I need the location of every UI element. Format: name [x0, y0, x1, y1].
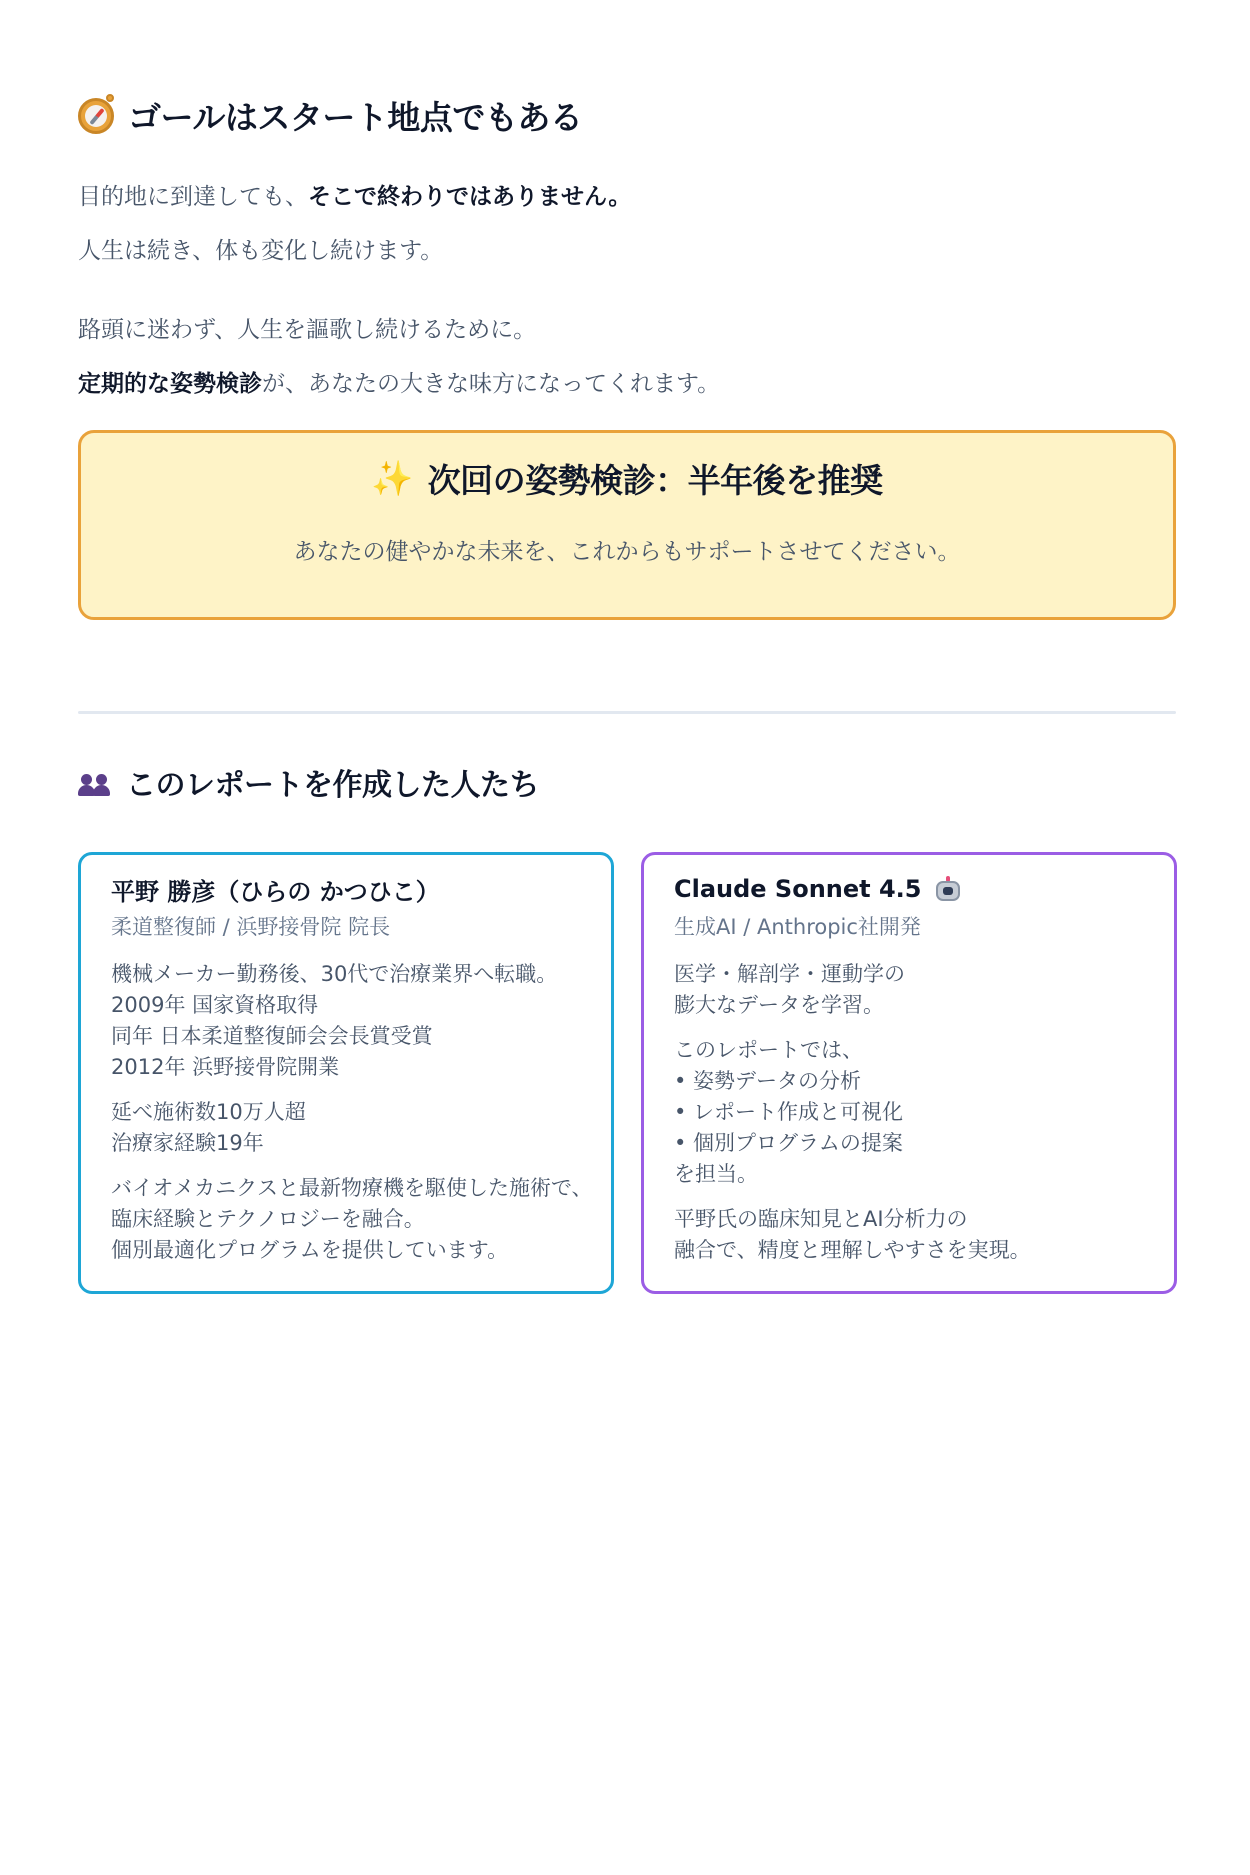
ai-name: Claude Sonnet 4.5: [674, 875, 922, 903]
stats-line: 延べ施術数10万人超: [111, 1100, 306, 1124]
team-heading: [78, 760, 539, 804]
training-line: 膨大なデータを学習。: [674, 993, 884, 1017]
callout-heading: [81, 455, 1173, 502]
author-card-claude: [641, 852, 1177, 1294]
responsibility-line: • 個別プログラムの提案: [674, 1131, 903, 1155]
ai-name-row: [674, 869, 1144, 909]
next-checkup-callout: [78, 430, 1176, 620]
description-line: 平野氏の臨床知見とAI分析力の: [674, 1207, 968, 1231]
goal-p4-emphasis: 定期的な姿勢検診: [78, 371, 262, 397]
author-description: [111, 1173, 593, 1266]
author-career: [111, 959, 581, 1083]
ai-responsibilities: [674, 1035, 1144, 1190]
people-icon: [78, 768, 112, 796]
section-divider: [78, 711, 1176, 714]
goal-paragraph-2: 人生は続き、体も変化し続けます。: [78, 238, 444, 264]
goal-p4-text: が、あなたの大きな味方になってくれます。: [262, 371, 721, 397]
callout-subtitle: あなたの健やかな未来を、これからもサポートさせてください。: [293, 539, 961, 565]
goal-heading: [78, 92, 582, 139]
goal-p1-text: 目的地に到達しても、: [78, 184, 308, 210]
goal-paragraph-1: [78, 178, 631, 211]
goal-paragraph-4: [78, 365, 720, 398]
goal-title: ゴールはスタート地点でもある: [128, 98, 583, 137]
description-line: バイオメカニクスと最新物療機を駆使した施術で、: [111, 1176, 593, 1200]
team-title: このレポートを作成した人たち: [126, 768, 539, 803]
goal-paragraph-3: 路頭に迷わず、人生を謳歌し続けるために。: [78, 317, 537, 343]
robot-icon: [934, 876, 962, 902]
author-stats: [111, 1097, 581, 1159]
description-line: 臨床経験とテクノロジーを融合。: [111, 1207, 425, 1231]
training-line: 医学・解剖学・運動学の: [674, 962, 905, 986]
compass-icon: [78, 98, 114, 134]
ai-role: 生成AI / Anthropic社開発: [674, 915, 921, 939]
stats-line: 治療家経験19年: [111, 1131, 264, 1155]
responsibility-line: • レポート作成と可視化: [674, 1100, 904, 1124]
career-line: 2009年 国家資格取得: [111, 993, 319, 1017]
responsibility-line: を担当。: [674, 1162, 758, 1186]
ai-training: [674, 959, 1144, 1021]
sparkles-icon: ✨: [371, 458, 414, 499]
goal-p1-emphasis: そこで終わりではありません。: [308, 184, 632, 210]
career-line: 同年 日本柔道整復師会会長賞受賞: [111, 1024, 433, 1048]
author-role: 柔道整復師 / 浜野接骨院 院長: [111, 915, 391, 939]
callout-title: 次回の姿勢検診：半年後を推奨: [427, 461, 883, 500]
career-line: 2012年 浜野接骨院開業: [111, 1055, 340, 1079]
ai-description: [674, 1204, 1144, 1266]
responsibility-line: このレポートでは、: [674, 1038, 863, 1062]
description-line: 融合で、精度と理解しやすさを実現。: [674, 1238, 1031, 1262]
author-card-hirano: [78, 852, 614, 1294]
responsibility-line: • 姿勢データの分析: [674, 1069, 862, 1093]
description-line: 個別最適化プログラムを提供しています。: [111, 1238, 509, 1262]
career-line: 機械メーカー勤務後、30代で治療業界へ転職。: [111, 962, 558, 986]
author-name: 平野 勝彦（ひらの かつひこ）: [111, 877, 440, 906]
